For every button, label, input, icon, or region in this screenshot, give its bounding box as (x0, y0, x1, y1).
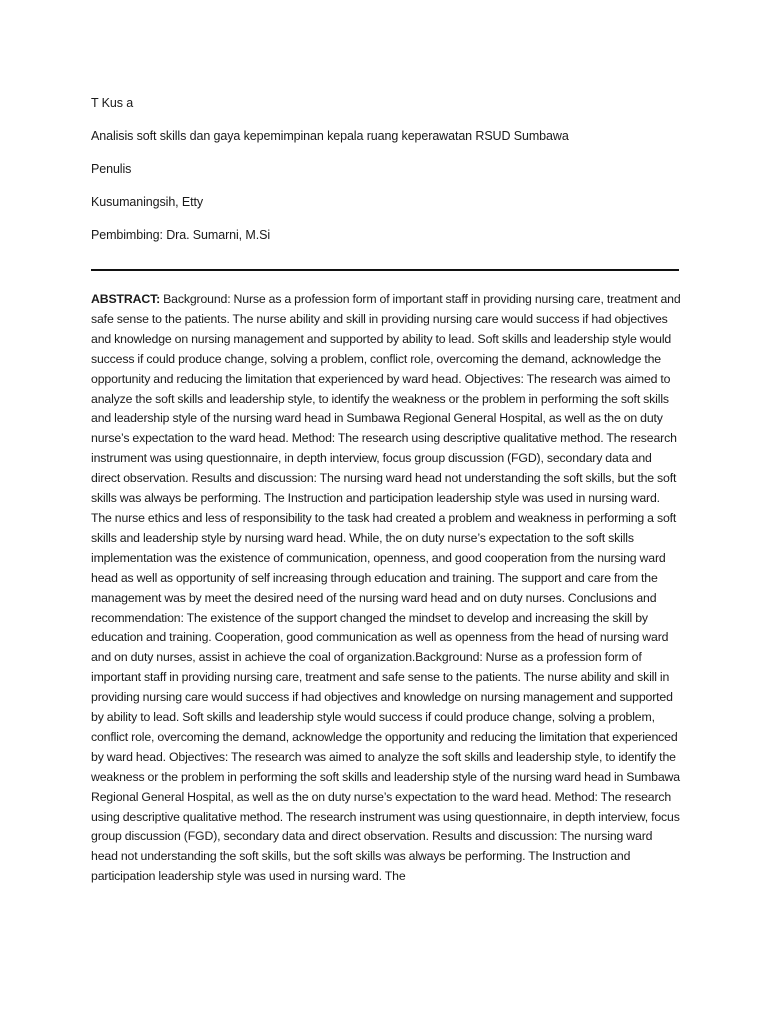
document-title: Analisis soft skills dan gaya kepemimpinan kepala ruang keperawatan RSUD Sumbawa (91, 129, 569, 143)
author-name: Kusumaningsih, Etty (91, 195, 204, 209)
supervisor-line: Pembimbing: Dra. Sumarni, M.Si (91, 228, 271, 242)
abstract-paragraph (91, 290, 681, 887)
author-label: Penulis (91, 162, 132, 176)
document-code: T Kus a (91, 96, 134, 110)
abstract-label: ABSTRACT: (91, 292, 161, 306)
abstract-text: Background: Nurse as a profession form of important staff in providing nursing care, treatment and safe sense to the patients. The nurse ability and skill in providing nursing care would success if had objectives and knowledge on nursing management and supported by ability to lead. Soft skills and leadership style would success if could produce change, solving a problem, conflict role, overcoming the demand, acknowledge the opportunity and reducing the limitation that experienced by ward head. Objectives: The research was aimed to analyze the soft skills and leadership style, to identify the weakness or the problem in performing the soft skills and leadership style of the nursing ward head in Sumbawa Regional General Hospital, as well as the on duty nurse’s expectation to the ward head. Method: The research using descriptive qualitative method. The research instrument was using questionnaire, in depth interview, focus group discussion (FGD), secondary data and direct observation. Results and discussion: The nursing ward head not understanding the soft skills, but the soft skills was always be performing. The Instruction and participation leadership style was used in nursing ward. The nurse ethics and less of responsibility to the task had created a problem and weakness in performing a soft skills and leadership style by nursing ward head. While, the on duty nurse’s expectation to the soft skills implementation was the existence of communication, openness, and good cooperation from the nursing ward head as well as opportunity of self increasing through education and training. The support and care from the management was by meet the desired need of the nursing ward head and on duty nurses. Conclusions and recommendation: The existence of the support changed the mindset to develop and increasing the skill by education and training. Cooperation, good communication as well as openness from the head of nursing ward and on duty nurses, assist in achieve the coal of organization.Background: Nurse as a profession form of important staff in providing nursing care, treatment and safe sense to the patients. The nurse ability and skill in providing nursing care would success if had objectives and knowledge on nursing management and supported by ability to lead. Soft skills and leadership style would success if could produce change, solving a problem, conflict role, overcoming the demand, acknowledge the opportunity and reducing the limitation that experienced by ward head. Objectives: The research was aimed to analyze the soft skills and leadership style, to identify the weakness or the problem in performing the soft skills and leadership style of the nursing ward head in Sumbawa Regional General Hospital, as well as the on duty nurse’s expectation to the ward head. Method: The research using descriptive qualitative method. The research instrument was using questionnaire, in depth interview, focus group discussion (FGD), secondary data and direct observation. Results and discussion: The nursing ward head not understanding the soft skills, but the soft skills was always be performing. The Instruction and participation leadership style was used in nursing ward. The (91, 292, 681, 884)
horizontal-divider (91, 269, 679, 271)
